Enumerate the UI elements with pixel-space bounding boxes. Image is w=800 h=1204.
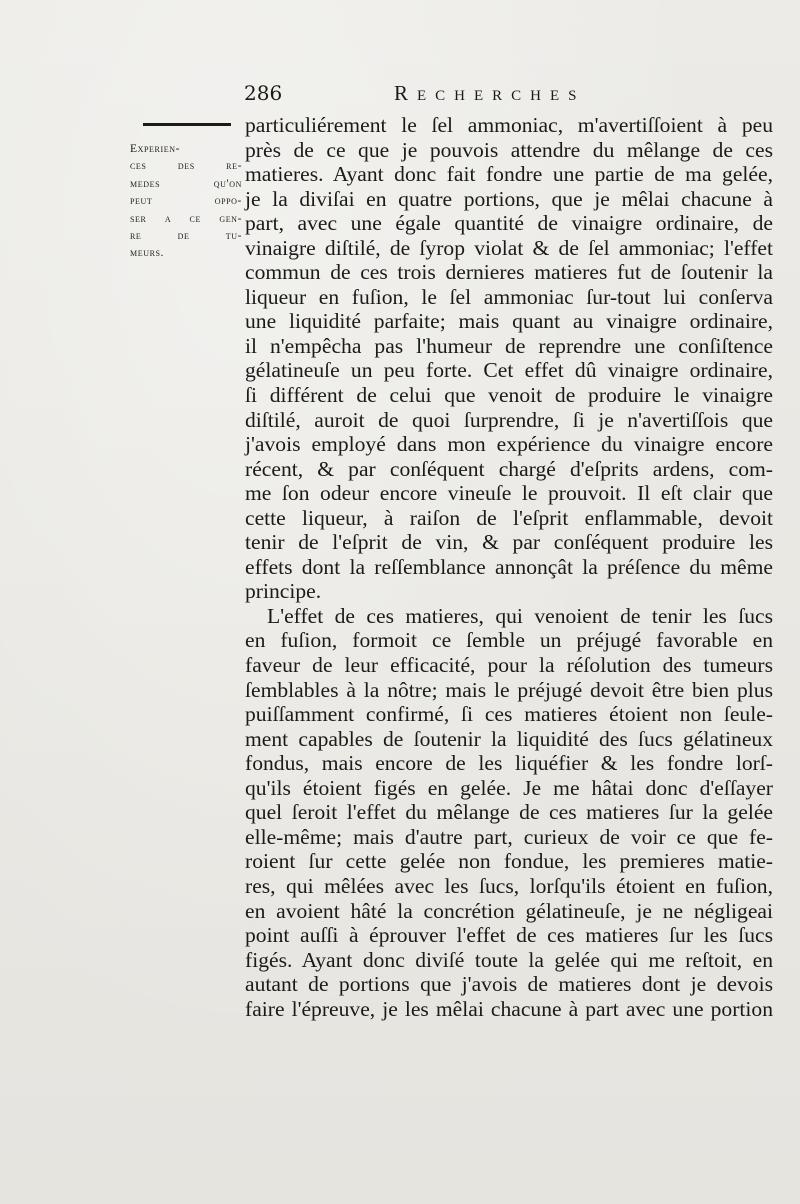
text-line: faveur de leur efficacité, pour la réſolution des tumeurs — [245, 653, 773, 678]
text-line: gélatineuſe un peu forte. Cet effet dû vinaigre ordinaire, — [245, 358, 773, 383]
text-line: puiſſamment confirmé, ſi ces matieres étoient non ſeule- — [245, 702, 773, 727]
text-line: part, avec une égale quantité de vinaigre ordinaire, de — [245, 211, 773, 236]
running-title: Recherches — [394, 81, 586, 105]
page-number: 286 — [244, 81, 283, 105]
text-line: roient ſur cette gelée non fondue, les premieres matie- — [245, 849, 773, 874]
text-line: vinaigre diſtilé, de ſyrop violat & de ſel ammoniac; l'effet — [245, 235, 773, 260]
text-line: figés. Ayant donc diviſé toute la gelée qui me reſtoit, en — [245, 947, 773, 972]
margin-note-line: ces des re- — [130, 160, 242, 173]
margin-note-line: peut oppo- — [130, 195, 242, 208]
text-line: une liquidité parfaite; mais quant au vinaigre ordinaire, — [245, 309, 773, 334]
text-line: diſtilé, auroit de quoi ſurprendre, ſi je n'avertiſſois que — [245, 407, 773, 432]
text-line: ſi différent de celui que venoit de produire le vinaigre — [245, 383, 773, 408]
text-line: elle-même; mais d'autre part, curieux de voir ce que fe- — [245, 824, 773, 849]
text-line: point auſſi à éprouver l'effet de ces matieres ſur les ſucs — [245, 923, 773, 948]
text-line: fondus, mais encore de les liquéfier & les fondre lorſ- — [245, 751, 773, 776]
main-text — [245, 113, 773, 1021]
text-line: autant de portions que j'avois de matieres dont je devois — [245, 972, 773, 997]
text-line: principe. — [245, 579, 322, 604]
text-line: je la diviſai en quatre portions, que je mêlai chacune à — [245, 186, 773, 211]
text-line: matieres. Ayant donc fait fondre une partie de ma gelée, — [245, 162, 773, 187]
margin-note-line: meurs. — [130, 247, 165, 260]
text-line: tenir de l'eſprit de vin, & par conſéquent produire les — [245, 530, 773, 555]
margin-note-line: ser a ce gen- — [130, 212, 242, 225]
text-line: ment capables de ſoutenir la liquidité des ſucs gélatineux — [245, 726, 773, 751]
text-line: en fuſion, formoit ce ſemble un préjugé favorable en — [245, 628, 773, 653]
text-line: me ſon odeur encore vineuſe le prouvoit. Il eſt clair que — [245, 481, 773, 506]
margin-note-line: medes qu'on — [130, 177, 242, 190]
text-line: il n'empêcha pas l'humeur de reprendre une conſiſtence — [245, 333, 773, 358]
text-line: en avoient hâté la concrétion gélatineuſe, je ne négligeai — [245, 898, 773, 923]
text-line: liqueur en fuſion, le ſel ammoniac ſur-tout lui conſerva — [245, 284, 773, 309]
margin-note — [130, 141, 242, 263]
text-line: L'effet de ces matieres, qui venoient de tenir les ſucs — [267, 603, 773, 628]
text-line: récent, & par conſéquent chargé d'eſprits ardens, com- — [245, 456, 773, 481]
text-line: effets dont la reſſemblance annonçât la préſence du même — [245, 554, 773, 579]
margin-note-line: re de tu- — [130, 230, 242, 243]
margin-rule — [143, 123, 231, 126]
text-line: ſemblables à la nôtre; mais le préjugé devoit être bien plus — [245, 677, 773, 702]
page-header — [244, 80, 664, 108]
text-line: particuliérement le ſel ammoniac, m'avertiſſoient à peu — [245, 113, 773, 137]
text-line: près de ce que je pouvois attendre du mêlange de ces — [245, 137, 773, 162]
text-line: qu'ils étoient figés en gelée. Je me hâtai donc d'eſſayer — [245, 775, 773, 800]
text-line: res, qui mêlées avec les ſucs, lorſqu'ils étoient en fuſion, — [245, 873, 773, 898]
margin-note-line: Experien- — [130, 143, 181, 155]
text-line: quel ſeroit l'effet du mêlange de ces matieres ſur la gelée — [245, 800, 773, 825]
text-line: commun de ces trois dernieres matieres fut de ſoutenir la — [245, 260, 773, 285]
text-line: cette liqueur, à raiſon de l'eſprit enflammable, devoit — [245, 505, 773, 530]
text-line: j'avois employé dans mon expérience du vinaigre encore — [245, 432, 773, 457]
text-line: faire l'épreuve, je les mêlai chacune à part avec une portion — [245, 996, 773, 1021]
